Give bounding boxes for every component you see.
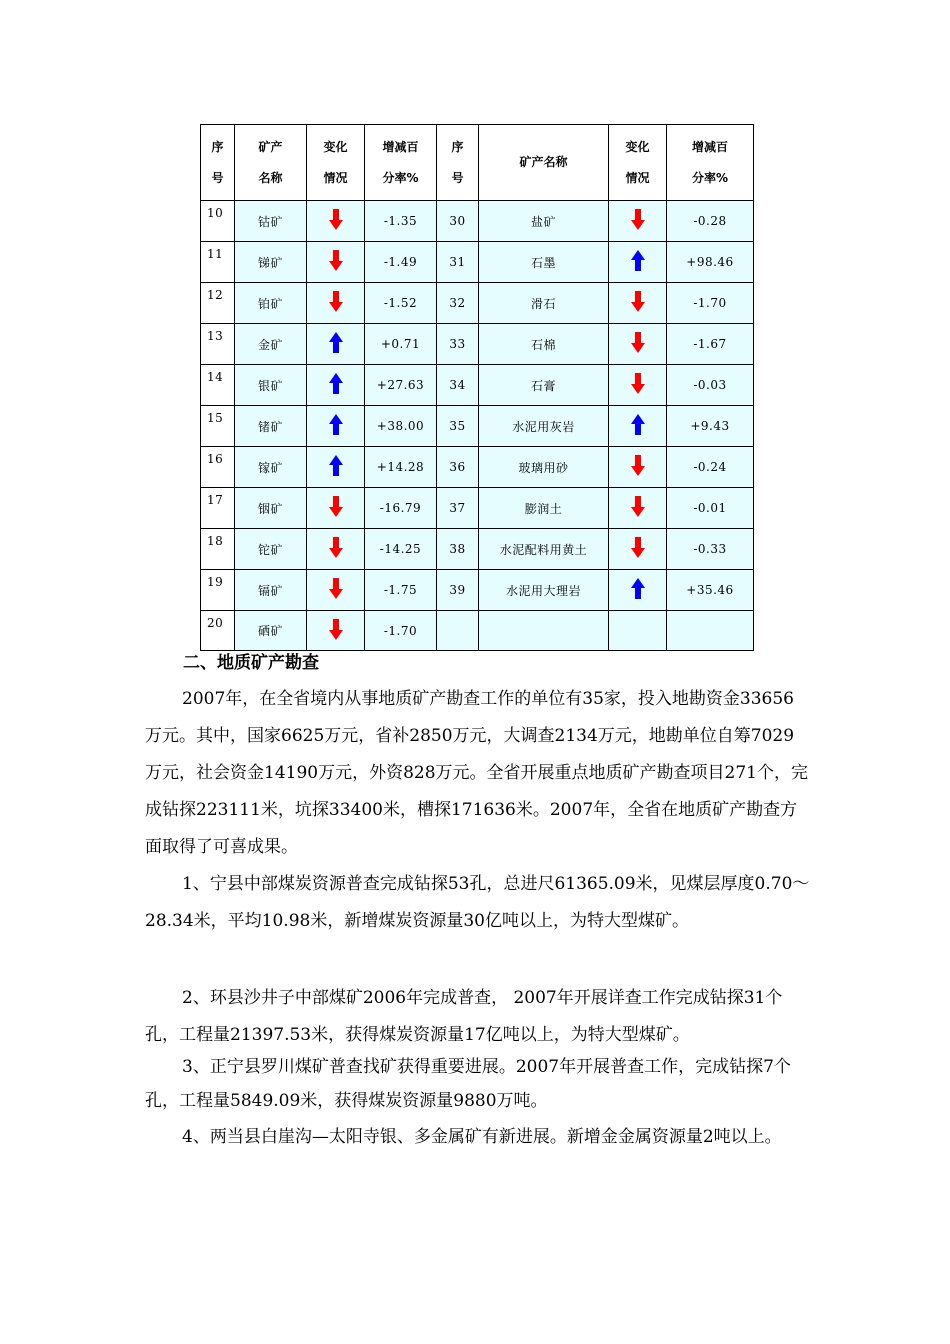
header-seq-2: 序 号 [437, 125, 479, 201]
mineral-name-2: 水泥用大理岩 [479, 570, 609, 611]
change-cell-2 [609, 242, 667, 283]
mineral-name: 镓矿 [235, 447, 307, 488]
item-3-paragraph: 3、正宁县罗川煤矿普查找矿获得重要进展。2007年开展普查工作，完成钻探7个孔，工程量5849.09米，获得煤炭资源量9880万吨。 [145, 1057, 791, 1111]
mineral-name: 银矿 [235, 365, 307, 406]
percent-change: -1.52 [365, 283, 437, 324]
mineral-name: 铊矿 [235, 529, 307, 570]
change-cell [307, 406, 365, 447]
table-row [201, 529, 754, 570]
mineral-name: 金矿 [235, 324, 307, 365]
percent-change: -1.75 [365, 570, 437, 611]
header-seq: 序 号 [201, 125, 235, 201]
change-cell-2 [609, 324, 667, 365]
change-cell [307, 570, 365, 611]
row-number-2: 34 [437, 365, 479, 406]
row-number: 20 [201, 611, 235, 651]
mineral-name-2: 石棉 [479, 324, 609, 365]
mineral-name-2: 水泥配料用黄土 [479, 529, 609, 570]
arrow-down-icon [328, 495, 344, 518]
row-number-2: 30 [437, 201, 479, 242]
table-row [201, 570, 754, 611]
table-row [201, 324, 754, 365]
percent-change: -14.25 [365, 529, 437, 570]
percent-change: -1.49 [365, 242, 437, 283]
item-4-paragraph: 4、两当县白崖沟—太阳寺银、多金属矿有新进展。新增金金属资源量2吨以上。 [182, 1127, 782, 1147]
table-row [201, 447, 754, 488]
percent-change: -1.70 [365, 611, 437, 651]
table-row [201, 406, 754, 447]
arrow-down-icon [630, 331, 646, 354]
change-cell [307, 283, 365, 324]
row-number-2: 35 [437, 406, 479, 447]
mineral-name-2: 石墨 [479, 242, 609, 283]
change-cell-2 [609, 529, 667, 570]
change-cell [307, 201, 365, 242]
mineral-change-table [200, 124, 754, 651]
table-row [201, 201, 754, 242]
percent-change: -16.79 [365, 488, 437, 529]
percent-change-2: -0.24 [667, 447, 754, 488]
row-number: 10 [201, 201, 235, 242]
arrow-down-icon [328, 618, 344, 641]
change-cell-2 [609, 570, 667, 611]
percent-change: +38.00 [365, 406, 437, 447]
row-number-2 [437, 611, 479, 651]
mineral-name: 硒矿 [235, 611, 307, 651]
row-number: 14 [201, 365, 235, 406]
row-number: 16 [201, 447, 235, 488]
table-row [201, 611, 754, 651]
row-number: 15 [201, 406, 235, 447]
arrow-up-icon [328, 372, 344, 395]
row-number: 12 [201, 283, 235, 324]
header-percent: 增减百 分率% [365, 125, 437, 201]
mineral-name: 钴矿 [235, 201, 307, 242]
change-cell-2 [609, 447, 667, 488]
percent-change-2: -0.28 [667, 201, 754, 242]
change-cell-2 [609, 283, 667, 324]
mineral-name: 锗矿 [235, 406, 307, 447]
header-mineral-name: 矿产 名称 [235, 125, 307, 201]
mineral-name-2: 玻璃用砂 [479, 447, 609, 488]
change-cell [307, 242, 365, 283]
intro-paragraph: 2007年，在全省境内从事地质矿产勘查工作的单位有35家，投入地勘资金33656万元。其中，国家6625万元，省补2850万元，大调查2134万元，地勘单位自筹7029万元，社会资金14190万元，外资828万元。全省开展重点地质矿产勘查项目271个，完成钻探223111米，坑探33400米，槽探171636米。2007年，全省在地质矿产勘查方面取得了可喜成果。 [145, 689, 808, 857]
row-number-2: 39 [437, 570, 479, 611]
arrow-down-icon [630, 495, 646, 518]
row-number: 11 [201, 242, 235, 283]
row-number-2: 32 [437, 283, 479, 324]
percent-change-2: -0.33 [667, 529, 754, 570]
mineral-name: 镉矿 [235, 570, 307, 611]
change-cell-2 [609, 611, 667, 651]
percent-change-2: +9.43 [667, 406, 754, 447]
row-number-2: 36 [437, 447, 479, 488]
change-cell-2 [609, 488, 667, 529]
row-number: 19 [201, 570, 235, 611]
arrow-down-icon [328, 290, 344, 313]
change-cell [307, 529, 365, 570]
change-cell [307, 611, 365, 651]
arrow-up-icon [630, 249, 646, 272]
arrow-up-icon [328, 331, 344, 354]
arrow-up-icon [328, 413, 344, 436]
arrow-down-icon [630, 454, 646, 477]
percent-change-2 [667, 611, 754, 651]
change-cell-2 [609, 201, 667, 242]
section-heading: 二、地质矿产勘查 [183, 653, 319, 673]
row-number-2: 38 [437, 529, 479, 570]
arrow-down-icon [328, 577, 344, 600]
mineral-name-2: 水泥用灰岩 [479, 406, 609, 447]
change-cell [307, 488, 365, 529]
arrow-down-icon [328, 249, 344, 272]
mineral-name-2: 石膏 [479, 365, 609, 406]
arrow-up-icon [630, 413, 646, 436]
header-percent-2: 增减百 分率% [667, 125, 754, 201]
item-1-paragraph: 1、宁县中部煤炭资源普查完成钻探53孔，总进尺61365.09米，见煤层厚度0.70～28.34米，平均10.98米，新增煤炭资源量30亿吨以上，为特大型煤矿。 [145, 874, 810, 931]
percent-change: +0.71 [365, 324, 437, 365]
percent-change-2: -1.67 [667, 324, 754, 365]
row-number-2: 31 [437, 242, 479, 283]
table-row [201, 283, 754, 324]
change-cell-2 [609, 365, 667, 406]
arrow-down-icon [328, 208, 344, 231]
header-change-2: 变化 情况 [609, 125, 667, 201]
table-row [201, 242, 754, 283]
arrow-down-icon [328, 536, 344, 559]
mineral-name-2: 膨润土 [479, 488, 609, 529]
change-cell-2 [609, 406, 667, 447]
percent-change-2: -0.01 [667, 488, 754, 529]
row-number: 18 [201, 529, 235, 570]
percent-change-2: -0.03 [667, 365, 754, 406]
arrow-down-icon [630, 208, 646, 231]
percent-change-2: +35.46 [667, 570, 754, 611]
percent-change: +14.28 [365, 447, 437, 488]
percent-change-2: -1.70 [667, 283, 754, 324]
item-2-paragraph: 2、环县沙井子中部煤矿2006年完成普查， 2007年开展详查工作完成钻探31个孔，工程量21397.53米，获得煤炭资源量17亿吨以上，为特大型煤矿。 [145, 988, 783, 1045]
row-number-2: 37 [437, 488, 479, 529]
mineral-name: 锑矿 [235, 242, 307, 283]
arrow-up-icon [630, 577, 646, 600]
percent-change-2: +98.46 [667, 242, 754, 283]
arrow-down-icon [630, 290, 646, 313]
percent-change: +27.63 [365, 365, 437, 406]
row-number-2: 33 [437, 324, 479, 365]
change-cell [307, 447, 365, 488]
header-change: 变化 情况 [307, 125, 365, 201]
header-mineral-name-2: 矿产名称 [479, 125, 609, 201]
mineral-name: 铂矿 [235, 283, 307, 324]
table-row [201, 365, 754, 406]
mineral-name-2: 盐矿 [479, 201, 609, 242]
row-number: 17 [201, 488, 235, 529]
mineral-name-2 [479, 611, 609, 651]
mineral-name: 铟矿 [235, 488, 307, 529]
arrow-down-icon [630, 372, 646, 395]
table-row [201, 488, 754, 529]
change-cell [307, 365, 365, 406]
table-header-row [201, 125, 754, 201]
percent-change: -1.35 [365, 201, 437, 242]
arrow-up-icon [328, 454, 344, 477]
mineral-name-2: 滑石 [479, 283, 609, 324]
row-number: 13 [201, 324, 235, 365]
change-cell [307, 324, 365, 365]
arrow-down-icon [630, 536, 646, 559]
